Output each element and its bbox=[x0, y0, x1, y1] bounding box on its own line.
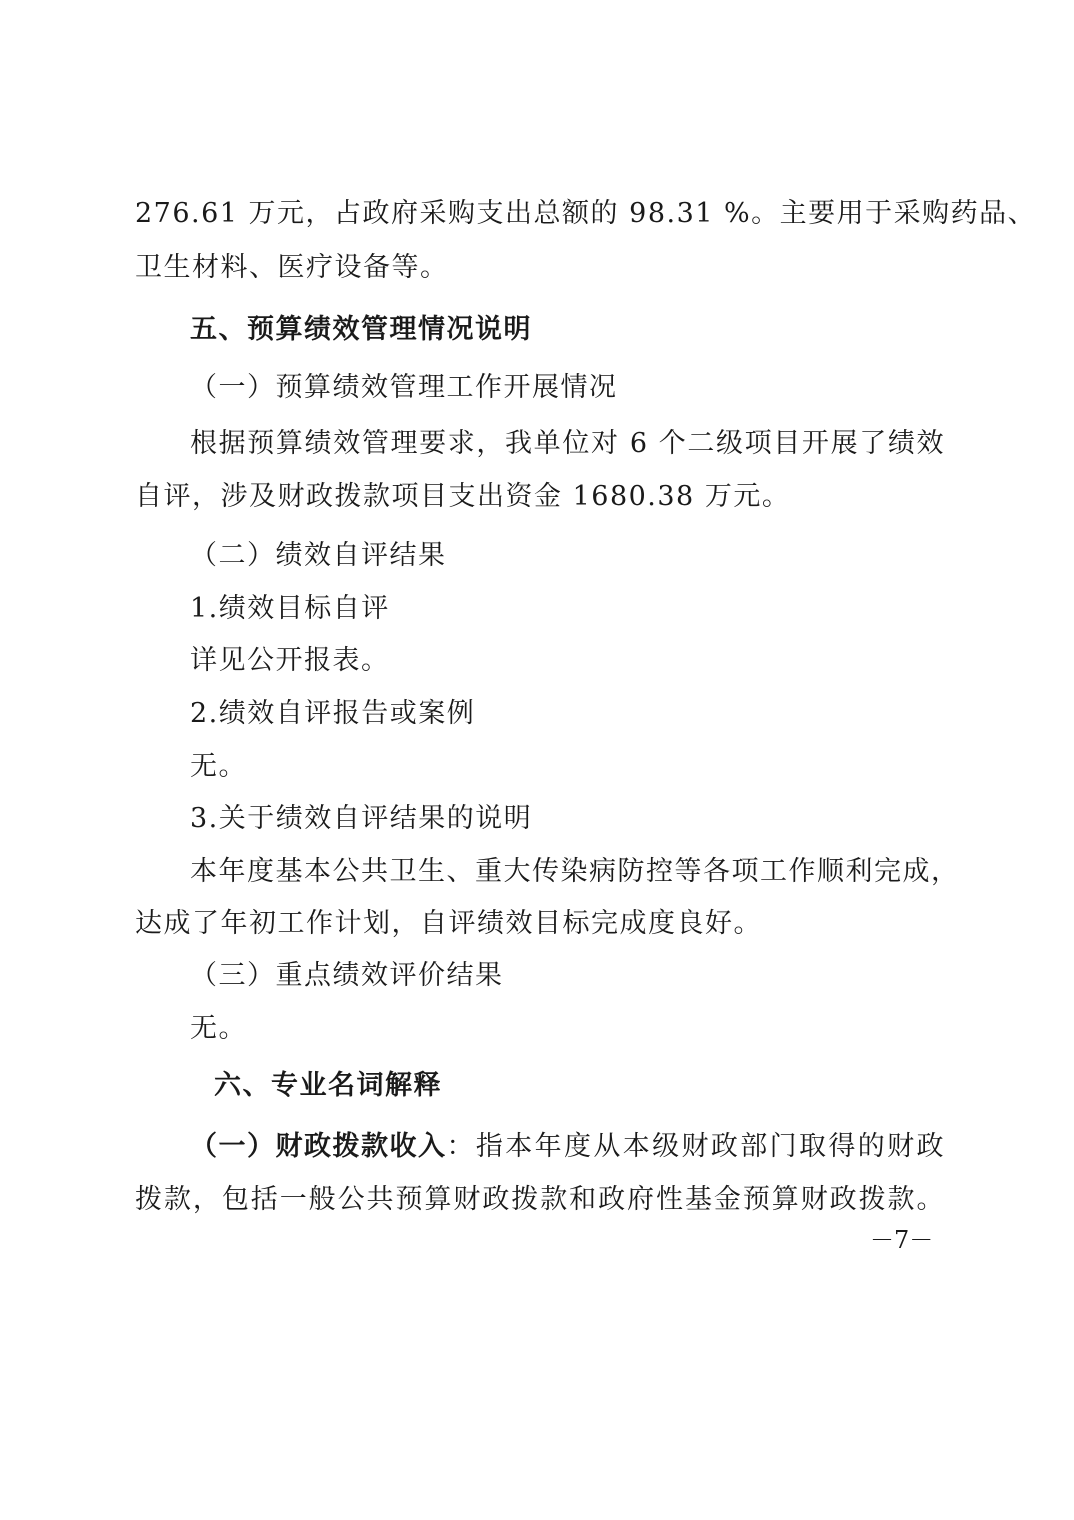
item-heading: 1.绩效目标自评 bbox=[190, 593, 390, 624]
item-heading: 2.绩效自评报告或案例 bbox=[190, 698, 476, 729]
item-heading: 3.关于绩效自评结果的说明 bbox=[190, 803, 533, 834]
body-text-line: 无。 bbox=[190, 1013, 247, 1044]
subsection-heading: （二）绩效自评结果 bbox=[190, 540, 447, 571]
body-text-line: 卫生材料、医疗设备等。 bbox=[135, 252, 449, 283]
body-text-line: 276.61 万元，占政府采购支出总额的 98.31 %。主要用于采购药品、 bbox=[135, 198, 1037, 229]
page-number: －7－ bbox=[870, 1226, 934, 1254]
body-text-line: 拨款，包括一般公共预算财政拨款和政府性基金预算财政拨款。 bbox=[135, 1184, 945, 1215]
definition-text: ：指本年度从本级财政部门取得的财政 bbox=[446, 1131, 945, 1162]
body-text-line: 本年度基本公共卫生、重大传染病防控等各项工作顺利完成， bbox=[190, 856, 960, 887]
body-text-line: 无。 bbox=[190, 751, 247, 782]
body-text-line: 达成了年初工作计划，自评绩效目标完成度良好。 bbox=[135, 908, 762, 939]
definition-line bbox=[190, 1127, 945, 1167]
body-text-line: 自评，涉及财政拨款项目支出资金 1680.38 万元。 bbox=[135, 481, 791, 512]
subsection-heading: （三）重点绩效评价结果 bbox=[190, 960, 504, 991]
section-heading-5: 五、预算绩效管理情况说明 bbox=[190, 314, 532, 345]
definition-term: （一）财政拨款收入 bbox=[190, 1131, 447, 1162]
body-text-line: 根据预算绩效管理要求，我单位对 6 个二级项目开展了绩效 bbox=[190, 428, 945, 459]
section-heading-6: 六、专业名词解释 bbox=[214, 1070, 442, 1101]
body-text-line: 详见公开报表。 bbox=[190, 645, 390, 676]
subsection-heading: （一）预算绩效管理工作开展情况 bbox=[190, 372, 618, 403]
